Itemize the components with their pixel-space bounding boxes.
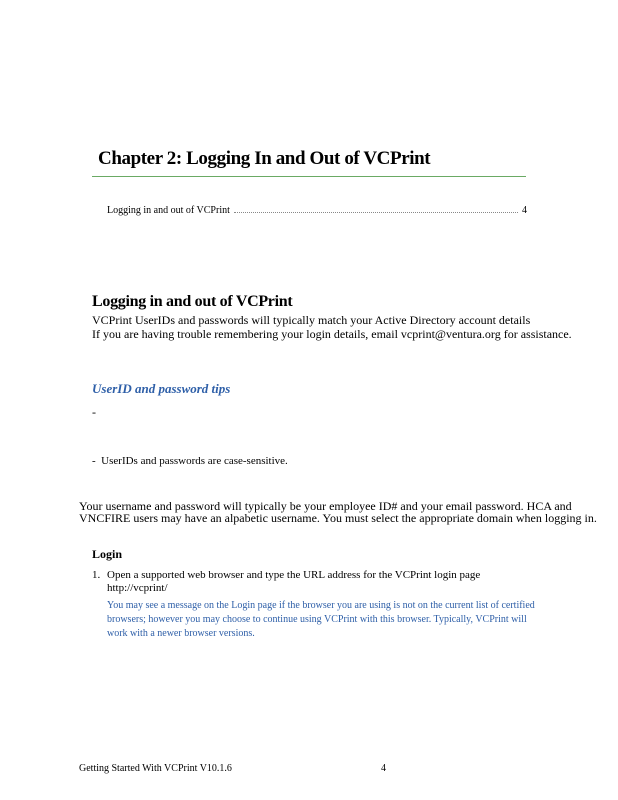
section-heading: Logging in and out of VCPrint xyxy=(92,293,293,310)
toc-entry[interactable] xyxy=(107,205,527,216)
tips-heading: UserID and password tips xyxy=(92,381,231,396)
intro-paragraph-1: VCPrint UserIDs and passwords will typically match your Active Directory account details xyxy=(92,313,531,327)
intro-paragraph-2: If you are having trouble remembering your login details, email vcprint@ventura.org for assistance. xyxy=(92,327,572,341)
tip-bullet-case-sensitive xyxy=(92,455,288,467)
toc-entry-page[interactable]: 4 xyxy=(522,205,527,216)
login-step-1 xyxy=(92,569,532,595)
browser-note: You may see a message on the Login page if the browser you are using is not on the current list of certified browsers; however you may choose to continue using VCPrint with this browser. Typically, VCPrint will work with a newer browser versions. xyxy=(107,600,535,639)
bullet-marker: - xyxy=(92,405,96,419)
step-text: Open a supported web browser and type the URL address for the VCPrint login page xyxy=(107,569,481,581)
chapter-divider xyxy=(92,176,526,177)
step-number: 1. xyxy=(92,569,101,581)
username-note: Your username and password will typically be your employee ID# and your email password. HCA and VNCFIRE users may have an alpabetic username. You must select the appropriate domain when logging in. xyxy=(79,499,597,525)
footer-page-number: 4 xyxy=(381,763,386,774)
chapter-title: Chapter 2: Logging In and Out of VCPrint xyxy=(98,148,431,169)
tip-text: UserIDs and passwords are case-sensitive. xyxy=(101,455,288,467)
toc-leader-dots xyxy=(234,212,518,213)
footer-doc-title: Getting Started With VCPrint V10.1.6 xyxy=(79,763,232,774)
login-heading: Login xyxy=(92,547,123,561)
bullet-marker: - xyxy=(92,455,96,467)
login-url[interactable]: http://vcprint/ xyxy=(107,582,168,594)
toc-entry-label[interactable]: Logging in and out of VCPrint xyxy=(107,205,230,216)
